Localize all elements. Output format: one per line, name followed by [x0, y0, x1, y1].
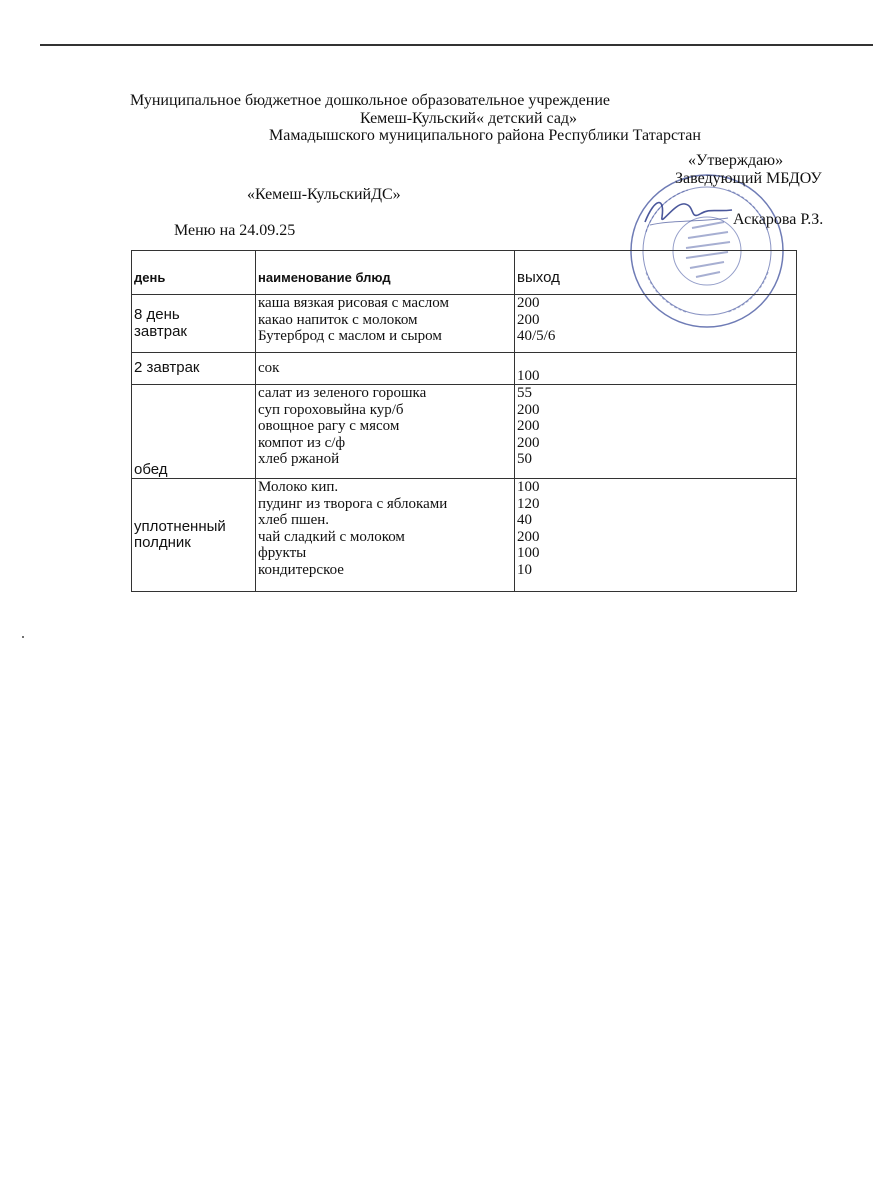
table-row: [132, 385, 797, 479]
approver-position: Заведующий МБДОУ: [675, 170, 822, 187]
meal-day-cell: [132, 385, 256, 479]
dish: фрукты: [258, 545, 307, 561]
dish: суп гороховыйна кур/б: [258, 401, 404, 418]
dish: Бутерброд с маслом и сыром: [258, 328, 442, 344]
dishes-cell: [256, 479, 515, 592]
dish: какао напиток с молоком: [258, 311, 418, 328]
output-value: 100: [517, 479, 540, 495]
output-value: 100: [517, 545, 540, 561]
output-value: 200: [517, 401, 540, 418]
output-value: 10: [517, 561, 532, 578]
table-row: [132, 479, 797, 592]
table-row: [132, 353, 797, 385]
approval-label: «Утверждаю»: [688, 152, 784, 169]
dishes-cell: [256, 353, 515, 385]
org-name-line-3: Мамадышского муниципального района Республики Татарстан: [269, 127, 701, 144]
meal-label: 2 завтрак: [134, 359, 200, 377]
output-value: 200: [517, 295, 540, 311]
dishes-cell: [256, 385, 515, 479]
org-name-line-1: Муниципальное бюджетное дошкольное образовательное учреждение: [130, 92, 610, 109]
menu-date: Меню на 24.09.25: [174, 222, 296, 239]
output-cell: [515, 385, 797, 479]
dish: Молоко кип.: [258, 479, 339, 495]
output-value: 40: [517, 512, 532, 528]
header-day: день: [132, 251, 256, 295]
output-value: 55: [517, 385, 532, 401]
dish: салат из зеленого горошка: [258, 385, 427, 401]
meal-label: полдник: [134, 534, 191, 551]
dishes-cell: [256, 295, 515, 353]
kindergarten-name: «Кемеш-КульскийДС»: [247, 186, 401, 203]
scan-top-rule: [40, 44, 873, 46]
output-cell: [515, 479, 797, 592]
output-cell: [515, 353, 797, 385]
output-value: 100: [517, 367, 540, 384]
meal-label: завтрак: [134, 322, 187, 340]
dish: хлеб пшен.: [258, 512, 330, 528]
signature-icon: [640, 192, 735, 232]
meal-label: уплотненный: [134, 517, 226, 535]
dish: сок: [258, 360, 280, 377]
output-value: 50: [517, 451, 532, 467]
dish: кондитерское: [258, 561, 344, 578]
meal-day-cell: [132, 353, 256, 385]
output-value: 200: [517, 434, 540, 451]
org-name-line-2: Кемеш-Кульский« детский сад»: [360, 110, 578, 127]
output-value: 200: [517, 311, 540, 328]
approver-name: Аскарова Р.З.: [733, 211, 824, 228]
meal-day-cell: [132, 479, 256, 592]
meal-label: обед: [134, 460, 168, 478]
day-label: 8 день: [134, 306, 180, 323]
dish: пудинг из творога с яблоками: [258, 495, 448, 512]
dish: компот из с/ф: [258, 434, 346, 451]
dish: каша вязкая рисовая с маслом: [258, 295, 449, 311]
output-value: 40/5/6: [517, 328, 556, 344]
output-cell: [515, 295, 797, 353]
header-dishes: наименование блюд: [256, 251, 515, 295]
meal-day-cell: [132, 295, 256, 353]
table-header-row: [132, 251, 797, 295]
output-value: 200: [517, 528, 540, 545]
menu-table: [131, 250, 797, 592]
table-row: [132, 295, 797, 353]
dish: хлеб ржаной: [258, 451, 340, 467]
scan-speck: [22, 636, 24, 638]
output-value: 120: [517, 495, 540, 512]
dish: овощное рагу с мясом: [258, 418, 400, 434]
header-output: выход: [515, 251, 797, 295]
output-value: 200: [517, 418, 540, 434]
dish: чай сладкий с молоком: [258, 528, 405, 545]
